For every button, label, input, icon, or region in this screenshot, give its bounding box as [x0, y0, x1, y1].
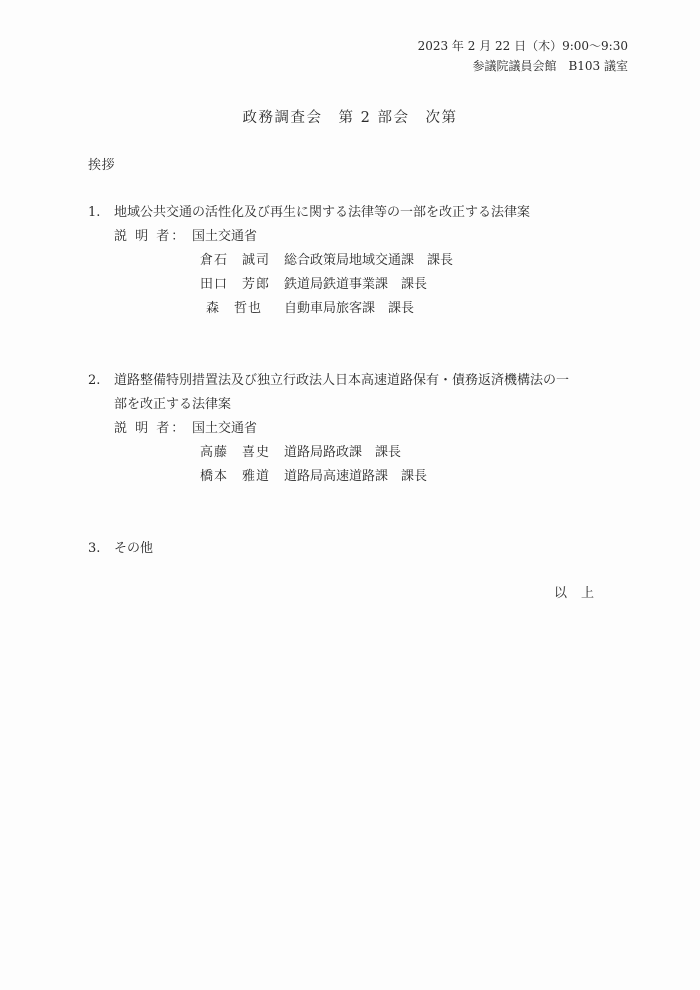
speaker-name: 高藤 喜史: [200, 445, 271, 460]
speaker-row: [200, 444, 401, 462]
speaker-role: 道路局路政課 課長: [284, 445, 402, 460]
agenda-item-3: [88, 540, 153, 558]
meeting-datetime: 2023 年 2 月 22 日（木）9:00～9:30: [417, 39, 628, 53]
speaker-label: 説 明 者：: [114, 421, 187, 436]
item-title-continued: 部を改正する法律案: [114, 397, 232, 412]
item-number: 1.: [88, 205, 101, 220]
speaker-name: 森 哲也: [206, 301, 263, 316]
speaker-line: [114, 420, 257, 438]
speaker-role: 鉄道局鉄道事業課 課長: [284, 277, 428, 292]
ministry: 国土交通省: [192, 421, 258, 436]
item-title: 道路整備特別措置法及び独立行政法人日本高速道路保有・債務返済機構法の一: [114, 373, 570, 388]
speaker-name: 倉石 誠司: [200, 253, 271, 268]
closing-mark: 以上: [553, 586, 608, 601]
speaker-label: 説 明 者：: [114, 229, 187, 244]
speaker-role: 道路局高速道路課 課長: [284, 469, 428, 484]
speaker-line: [114, 228, 257, 246]
speaker-role: 自動車局旅客課 課長: [284, 301, 415, 316]
item-title: その他: [114, 541, 154, 556]
agenda-item-1: [88, 204, 530, 222]
item-number: 2.: [88, 373, 101, 388]
speaker-role: 総合政策局地域交通課 課長: [284, 253, 454, 268]
speaker-name: 田口 芳郎: [200, 277, 271, 292]
speaker-row: [200, 468, 427, 486]
page-title: 政務調査会 第 2 部会 次第: [242, 110, 458, 126]
ministry: 国土交通省: [192, 229, 258, 244]
speaker-row: [200, 252, 453, 270]
greeting: 挨拶: [88, 158, 116, 173]
speaker-row: [200, 276, 427, 294]
agenda-item-2: [88, 372, 569, 390]
meeting-venue: 参議院議員会館 B103 議室: [472, 59, 628, 73]
speaker-name: 橋本 雅道: [200, 469, 271, 484]
speaker-row: [206, 300, 414, 318]
item-title: 地域公共交通の活性化及び再生に関する法律等の一部を改正する法律案: [114, 205, 531, 220]
item-number: 3.: [88, 541, 101, 556]
